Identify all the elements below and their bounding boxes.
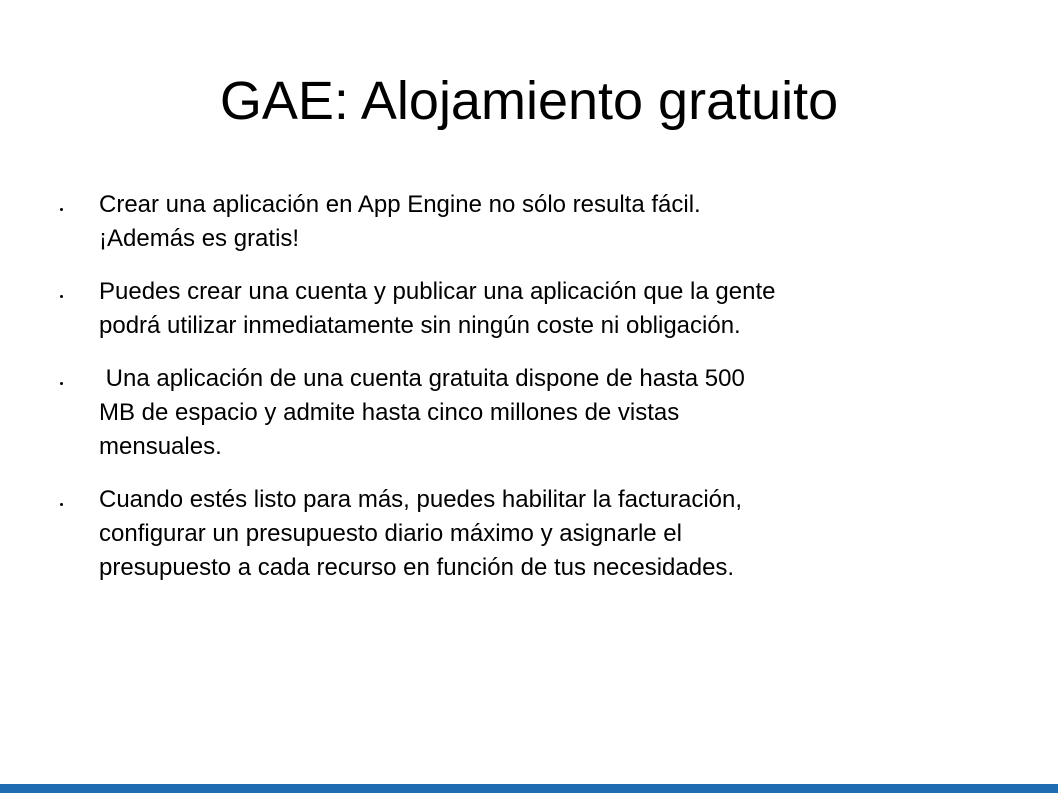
- bullet-dot-icon: [60, 382, 63, 385]
- bullet-dot-icon: [60, 295, 63, 298]
- list-item: [58, 188, 1008, 256]
- bullet-text: Una aplicación de una cuenta gratuita dispone de hasta 500 MB de espacio y admite hasta cinco millones de vistas mensuales.: [99, 365, 745, 460]
- bullet-list: [58, 188, 1008, 604]
- footer-bar: [0, 784, 1058, 793]
- bullet-dot-icon: [60, 208, 63, 211]
- bullet-dot-icon: [60, 503, 63, 506]
- bullet-text: Puedes crear una cuenta y publicar una aplicación que la gente podrá utilizar inmediatamente sin ningún coste ni obligación.: [99, 278, 776, 339]
- bullet-text: Cuando estés listo para más, puedes habilitar la facturación, configurar un presupuesto diario máximo y asignarle el presupuesto a cada recurso en función de tus necesidades.: [99, 486, 743, 581]
- list-item: [58, 362, 1008, 464]
- slide-title: GAE: Alojamiento gratuito: [219, 71, 839, 131]
- list-item: [58, 483, 1008, 585]
- bullet-text: Crear una aplicación en App Engine no sólo resulta fácil. ¡Además es gratis!: [99, 191, 701, 252]
- list-item: [58, 275, 1008, 343]
